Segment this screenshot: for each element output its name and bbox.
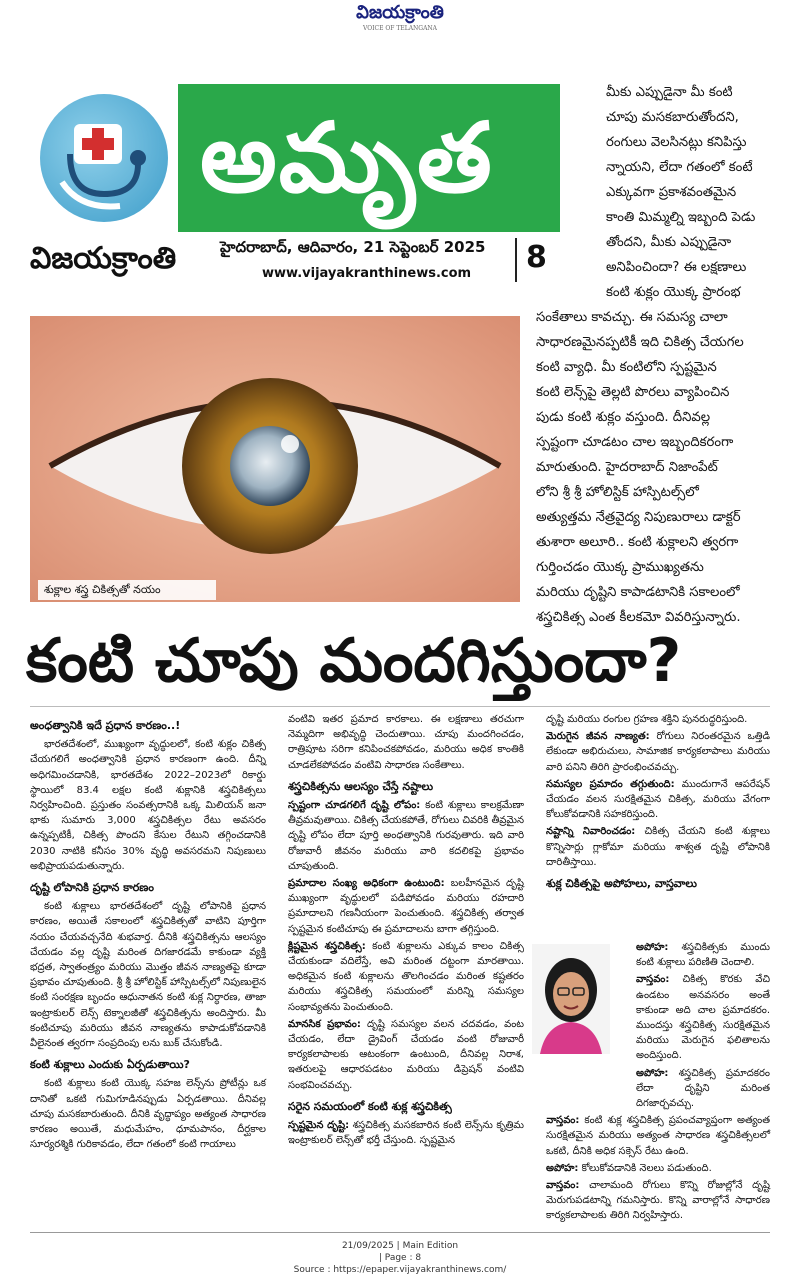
intro-line: కాంతి మిమ్మల్ని ఇబ్బంది పెడు xyxy=(606,210,756,225)
paragraph: చికిత్స కొరకు వేచి ఉండటం అనవసరం అంతే కాకుండా అది చాల ప్రమాదకరం. ముందస్తు శస్త్రచికిత్స సురక్షితమైన మరియు మెరుగైన ఫలితాలను అందిస్తుంది. xyxy=(636,974,770,1062)
headline: కంటి చూపు మందగిస్తుందా? xyxy=(26,626,682,696)
section-heading: శస్త్రచికిత్సను ఆలస్యం చేస్తే నష్టాలు xyxy=(288,779,434,793)
intro-text xyxy=(536,80,798,625)
paragraph: కంటి శుక్లాలు కంటి యొక్క సహజ లెన్స్‌ను ప్రోటీన్లు ఒక దానితో ఒకటి గుమిగూడినప్పుడు ఏర్పడతాయి. దీనివల్ల చూపు మసకబారుతుంది. దీనికి వృద్ధాప్యం అత్యంత సాధారణ కారణం అయితే, మధుమేహం, ధూమపానం, దీర్ఘకాల సూర్యరశ్మికి గురికావడం, లేదా గతంలో కంటి గాయాలు xyxy=(30,1078,266,1151)
intro-line: మీకు ఎప్పుడైనా మీ కంటి xyxy=(606,85,733,100)
divider xyxy=(515,238,517,282)
medical-cross-stethoscope-icon xyxy=(40,94,168,222)
section-heading: సరైన సమయంలో కంటి శుక్ల శస్త్రచికిత్స xyxy=(288,1099,452,1113)
paragraph: కంటి శుక్లాలను ఎక్కువ కాలం చికిత్స చేయకుండా వదిలేస్తే, అవి మరింత దట్టంగా మారతాయి. అధికమైన కంటి శుక్లాలను తొలగించడం మరింత కష్టతరం మరియు శస్త్రచికిత్స సమయంలో మరిన్ని సమస్యల సంభావ్యతను పెంచుతుంది. xyxy=(288,940,524,1013)
intro-line: కంటి వ్యాధి. మీ కంటిలోని స్పష్టమైన xyxy=(536,360,717,375)
masthead-paper-name: విజయక్రాంతి xyxy=(356,2,444,23)
paragraph: వంటివి ఇతర ప్రమాద కారకాలు. ఈ లక్షణాలు తరచుగా నెమ్మదిగా అభివృద్ధి చెందుతాయి. చూపు మందగించడం, రాత్రిపూట సరిగా కనిపించకపోవడం, మరియు అధిక కాంతికి చూడలేకపోవడం వంటివి సాధారణ సంకేతాలు. xyxy=(288,714,524,771)
intro-line: సాధారణమైనప్పటికీ ఇది చికిత్స చేయగల xyxy=(536,335,744,350)
section-heading: కంటి శుక్లాలు ఎందుకు ఏర్పడుతాయి? xyxy=(30,1058,190,1072)
intro-line: గుర్తించడం యొక్క ప్రాముఖ్యతను xyxy=(536,560,704,575)
paragraph: శస్త్రచికిత్స ప్రమాదకరం లేదా దృష్టిని మరింత దిగజార్చవచ్చు. xyxy=(636,1067,770,1110)
intro-line: తుశారా అలూరి.. కంటి శుక్లాలని త్వరగా xyxy=(536,535,739,550)
masthead-tagline: VOICE OF TELANGANA xyxy=(362,25,438,32)
section-heading: శుక్ల చికిత్సపై అపోహలు, వాస్తవాలు xyxy=(546,877,697,891)
paragraph: ముందుగానే ఆపరేషన్ చేయడం వలన సురక్షితమైన చికిత్స, మరియు వేగంగా కోలుకోవడానికి సహకరిస్తుంది. xyxy=(546,778,770,821)
footer xyxy=(250,1240,550,1280)
paragraph: రోగులు నిరంతరమైన ఒత్తిడి లేకుండా అభిరుచులు, సామాజిక కార్యకలాపాలు మరియు వారి పనిని తిరిగి ప్రారంభించవచ్చు. xyxy=(546,731,771,773)
point-title: స్పష్టంగా చూడగలిగే దృష్టి లోపం: xyxy=(288,800,421,812)
point-title: నష్టాన్ని నివారించడం: xyxy=(546,826,636,838)
point-title: సమస్యల ప్రమాదం తగ్గుతుంది: xyxy=(546,778,675,790)
intro-line: రంగులు వెలసినట్లు కనిపిస్తు xyxy=(606,135,747,150)
fact-label: వాస్తవం: xyxy=(546,1180,580,1192)
intro-line: లోని శ్రీ శ్రీ హోలిస్టిక్ హాస్పిటల్స్‌లో xyxy=(536,485,699,500)
myths-facts-section xyxy=(546,940,770,1236)
intro-line: ఎక్కువగా ప్రకాశవంతమైన xyxy=(606,185,737,200)
intro-line: మరియు దృష్టిని కాపాడటానికి సకాలంలో xyxy=(536,585,740,600)
paragraph: శస్త్రచికిత్సకు ముందు కంటి శుక్లాలు పరిణితి చెందాలి. xyxy=(636,942,770,969)
footer-page: | Page : 8 xyxy=(378,1253,422,1263)
point-title: ప్రమాదాల సంఖ్య అధికంగా ఉంటుంది: xyxy=(288,878,445,890)
eye-cataract-photo xyxy=(30,316,520,602)
article-column-2 xyxy=(288,712,524,1236)
paragraph: దృష్టి సమస్యల వలన చదవడం, వంట చేయడం, లేదా డ్రైవింగ్ చేయడం వంటి రోజువారీ కార్యకలాపాలకు ఆటంకంగా ఉంటుంది, దీనివల్ల నిరాశ, ఇతరులపై ఆధారపడటం మరియు డిప్రెషన్ వంటివి సంభవించవచ్చు. xyxy=(288,1018,524,1091)
paragraph: కంటి శుక్లాలు భారతదేశంలో దృష్టి లోపానికి ప్రధాన కారణం, అయితే సకాలంలో శస్త్రచికిత్సతో వాటిని పూర్తిగా నయం చేయవచ్చనేది శుభవార్త. దీనికి శస్త్రచికిత్సను ఆలస్యం చేయడం వల్ల దృష్టి మరింత దిగజారడమే కాకుండా వ్యక్తి భద్రత, స్వాతంత్ర్యం మరియు మొత్తం జీవన నాణ్యతపై కూడా ప్రభావం చూపుతుంది. శ్రీ శ్రీ హోలిస్టిక్ హాస్పిటల్స్‌లో నిపుణులైన కంటి సంరక్షణ బృందం ఆధునాతన కంటి శుక్ల నిర్ధారణ, తాజా ఇంట్రాకులర్ లెన్స్ టెక్నాలజీతో శస్త్రచికిత్సను అందిస్తారు. మీ కంటిచూపు మరియు జీవన నాణ్యతను కాపాడుకోవడానికి వీలైనంత త్వరగా సంప్రదింపు లను బుక్ చేసుకోండి. xyxy=(30,901,266,1050)
brand-name: విజయక్రాంతి xyxy=(30,241,177,276)
intro-line: స్పష్టంగా చూడటం చాల ఇబ్బందికరంగా xyxy=(536,435,734,450)
intro-line: సంకేతాలు కావచ్చు. ఈ సమస్య చాలా xyxy=(536,310,728,325)
myth-label: అపోహ: xyxy=(636,1067,669,1079)
intro-line: అనిపించిందా? ఈ లక్షణాలు xyxy=(606,260,747,275)
paragraph: దృష్టి మరియు రంగుల గ్రహణ శక్తిని పునరుద్ధరిస్తుంది. xyxy=(546,714,748,725)
dateline: హైదరాబాద్, ఆదివారం, 21 సెప్టెంబర్ 2025 xyxy=(220,238,486,256)
paragraph: చాలామంది రోగులు కొన్ని రోజుల్లోనే దృష్టి మెరుగుపడటాన్ని గమనిస్తారు. కొన్ని వారాల్లోనే సాధారణ కార్యకలాపాలకు తిరిగి నిర్వహిస్తారు. xyxy=(546,1180,770,1222)
fact-label: వాస్తవం: xyxy=(546,1115,580,1127)
point-title: మెరుగైన జీవన నాణ్యత: xyxy=(546,731,650,743)
article-column-3 xyxy=(546,712,770,902)
intro-line: కంటి లెన్స్‌పై తెల్లటి పొరలు వ్యాపించిన xyxy=(536,385,730,400)
photo-caption: శుక్లాల శస్త్ర చికిత్సతో నయం xyxy=(38,580,216,600)
paragraph: శస్త్రచికిత్స మసకబారిన కంటి లెన్స్‌ను కృత్రిమ ఇంట్రాకులర్ లెన్స్‌తో భర్తీ చేస్తుంది. స్పష్టమైన xyxy=(288,1120,524,1147)
paragraph: కోలుకోవడానికి నెలలు పడుతుంది. xyxy=(581,1162,712,1174)
myth-label: అపోహ: xyxy=(636,942,669,953)
intro-line: న్నాయని, లేదా గతంలో కంటే xyxy=(606,160,753,175)
masthead-logo xyxy=(330,2,470,32)
intro-line: తోందని, మీకు ఎప్పుడైనా xyxy=(606,235,732,250)
footer-source-link[interactable]: Source : https://epaper.vijayakranthinews.com/ xyxy=(293,1265,507,1275)
point-title: మానసిక ప్రభావం: xyxy=(288,1018,361,1030)
intro-line: అత్యుత్తమ నేత్రవైద్య నిపుణురాలు డాక్టర్ xyxy=(536,510,741,525)
website-link[interactable]: www.vijayakranthinews.com xyxy=(262,266,472,281)
intro-line: శస్త్రచికిత్స ఎంత కీలకమో వివరిస్తున్నారు. xyxy=(536,610,741,625)
paragraph: భారతదేశంలో, ముఖ్యంగా వృద్ధులలో, కంటి శుక్లం చికిత్స చేయగలిగే అంధత్వానికి ప్రధాన కారణంగా ఉంది. దీన్ని అధిగమించడానికి, భారతదేశం 2022–2023లో రికార్డు స్థాయిలో 83.4 లక్షల కంటి శుక్లానికి శస్త్రచికిత్సలు నిర్వహించింది. ప్రస్తుతం సంవత్సరానికి ఒక్క మిలియన్ జనా భాకు సుమారు 3,000 శస్త్రచికిత్సల రేటు అవసరం ఉన్నప్పటికీ, చికిత్స పొందని కేసుల రేటుని తగ్గించడానికి 2030 నాటికి కనీసం 30% వృద్ధి అవసరమని నిపుణులు అభిప్రాయపడుతున్నారు. xyxy=(30,739,266,872)
divider xyxy=(30,1232,770,1233)
myth-label: అపోహ: xyxy=(546,1162,579,1174)
intro-line: చూపు మసకబారుతోందని, xyxy=(606,110,739,125)
paragraph: కంటి శుక్లాలు కాలక్రమేణా తీవ్రమవుతాయి. చికిత్స చేయకపోతే, రోగులు చివరికి తీవ్రమైన దృష్టి లోపం లేదా పూర్తి అంధత్వానికి గురవుతారు. ఇది వారి రోజువారీ జీవనం మరియు వారి కదలికపై ప్రభావం చూపుతుంది. xyxy=(288,800,525,872)
paragraph: కంటి శుక్ల శస్త్రచికిత్స ప్రపంచవ్యాప్తంగా అత్యంత సురక్షితమైన మరియు అత్యంత సాధారణ శస్త్రచికిత్సలలో ఒకటి, దీనికి అధిక సక్సెస్ రేటు ఉంది. xyxy=(546,1115,770,1157)
fact-label: వాస్తవం: xyxy=(636,974,670,986)
divider xyxy=(30,706,770,707)
intro-line: మారుతుంది. హైదరాబాద్ నిజాంపేట్ xyxy=(536,460,718,475)
section-heading: దృష్టి లోపానికి ప్రధాన కారణం xyxy=(30,881,154,895)
page-number: 8 xyxy=(526,240,547,275)
paragraph: చికిత్స చేయని కంటి శుక్లాలు కొన్నిసార్లు గ్లాకోమా మరియు శాశ్వత దృష్టి లోపానికి దారితీస్తాయి. xyxy=(546,826,771,868)
point-title: క్లిష్టమైన శస్త్రచికిత్స: xyxy=(288,940,366,952)
footer-edition: 21/09/2025 | Main Edition xyxy=(341,1241,459,1251)
paragraph: బలహీనమైన దృష్టి ముఖ్యంగా వృద్ధులలో పడిపోవడం మరియు రహదారి ప్రమాదాలని గణనీయంగా పెంచుతుంది. శస్త్రచికిత్స తర్వాత స్పష్టమైన కంటిచూపు ఈ ప్రమాదాలను బాగా తగ్గిస్తుంది. xyxy=(288,878,524,935)
intro-line: కంటి శుక్లం యొక్క ప్రారంభ xyxy=(606,285,741,300)
point-title: స్పష్టమైన దృష్టి: xyxy=(288,1120,350,1132)
article-column-1 xyxy=(30,712,266,1236)
section-heading: అంధత్వానికి ఇదే ప్రధాన కారణం..! xyxy=(30,719,181,732)
banner-title: అమృత xyxy=(200,102,494,214)
intro-line: పుడు కంటి శుక్లం వస్తుంది. దీనివల్ల xyxy=(536,410,711,425)
